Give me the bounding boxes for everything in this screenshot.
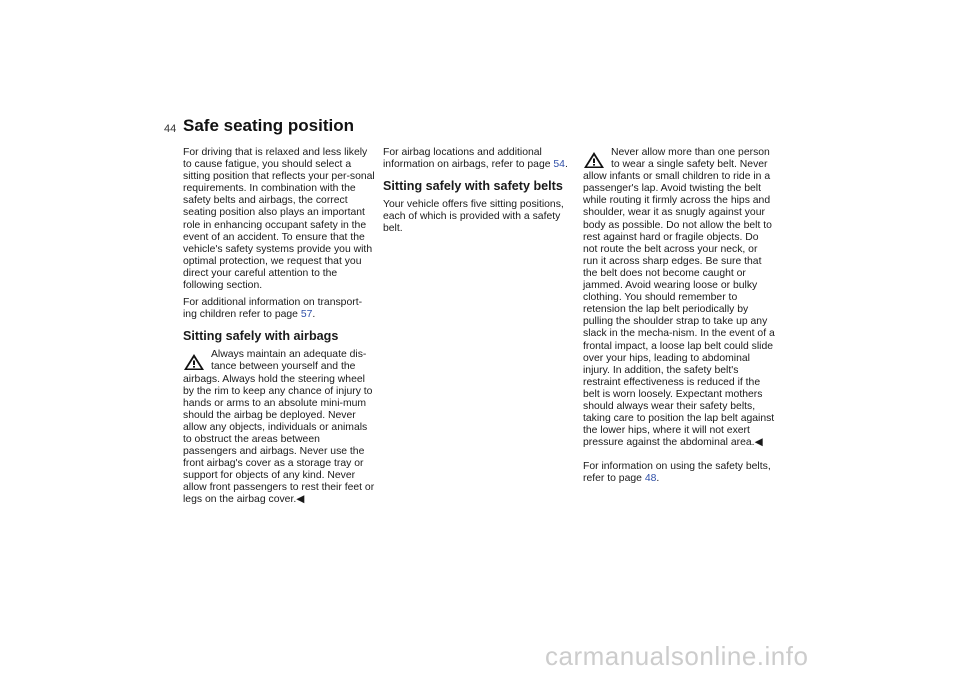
page-link-57[interactable]: 57 [300,309,313,321]
end-mark: ◀ [754,437,763,449]
intro-paragraph: For driving that is relaxed and less likely to cause fatigue, you should select a sitting position that reflects your per-sonal requirements. In combination with the safety belts and airbags, the correct seating position also plays an important role in enhancing occupant safety in the event of an accident. To ensure that the vehicle's safety systems provide you with optimal protection, we request that you direct your careful attention to the following section. [183,147,375,292]
page-title: Safe seating position [183,116,354,135]
belt-warning-text: Never allow more than one person to wear a single safety belt. Never allow infants or small children to ride in a passenger's lap. Avoid twisting the belt while routing it firmly across the hips and shoulder, wear it as snugly against your body as possible. Do not allow the belt to rest against hard or fragile objects. Do not route the belt across your neck, or run it across sharp edges. Be sure that the belt does not become caught or jammed. Avoid wearing loose or bulky clothing. You should remember to retension the lap belt periodically by pulling the shoulder strap to take up any slack in the mecha-nism. In the event of a frontal impact, a loose lap belt could slide over your hips, leading to abdominal injury. In addition, the safety belt's restraint effectiveness is reduced if the belt is worn loosely. Expectant mothers should always wear their safety belts, taking care to position the lap belt against the lower hips, where it will not exert pressure against the abdominal area. [583,147,775,449]
safety-belts-heading: Sitting safely with safety belts [383,179,563,194]
airbag-info-text: For airbag locations and additional information on airbags, refer to page [383,147,554,171]
airbag-info-period: . [564,159,568,171]
airbag-info-paragraph [383,147,575,171]
column-middle [383,147,575,240]
transport-period: . [312,309,316,321]
warning-triangle-icon [583,151,605,169]
end-mark: ◀ [296,494,305,506]
transport-text: For additional information on transport-ing children refer to page [183,297,363,321]
airbag-warning-paragraph [183,349,375,506]
column-left [183,147,375,512]
belt-info-paragraph [583,461,775,485]
transport-paragraph [183,297,375,321]
airbag-warning-text: Always maintain an adequate dis-tance between yourself and the airbags. Always hold the steering wheel by the rim to keep any chance of injury to hands or arms to an absolute mini-mum should the airbag be deployed. Never allow any objects, individuals or animals to obstruct the areas between passengers and airbags. Never use the front airbag's cover as a storage tray or support for objects of any kind. Never allow front passengers to rest their feet or legs on the airbag cover. [183,349,375,506]
belt-info-text: For information on using the safety belts, refer to page [583,461,771,485]
safety-belts-paragraph: Your vehicle offers five sitting positions, each of which is provided with a safety belt. [383,199,564,235]
column-right [583,147,775,491]
belt-warning-paragraph [583,147,775,449]
page-number: 44 [164,123,177,135]
belt-info-period: . [656,473,660,485]
page-link-48[interactable]: 48 [644,473,657,485]
warning-triangle-icon [183,353,205,371]
page-link-54[interactable]: 54 [553,159,565,171]
airbags-heading: Sitting safely with airbags [183,329,339,344]
watermark-text: carmanualsonline.info [545,641,809,671]
